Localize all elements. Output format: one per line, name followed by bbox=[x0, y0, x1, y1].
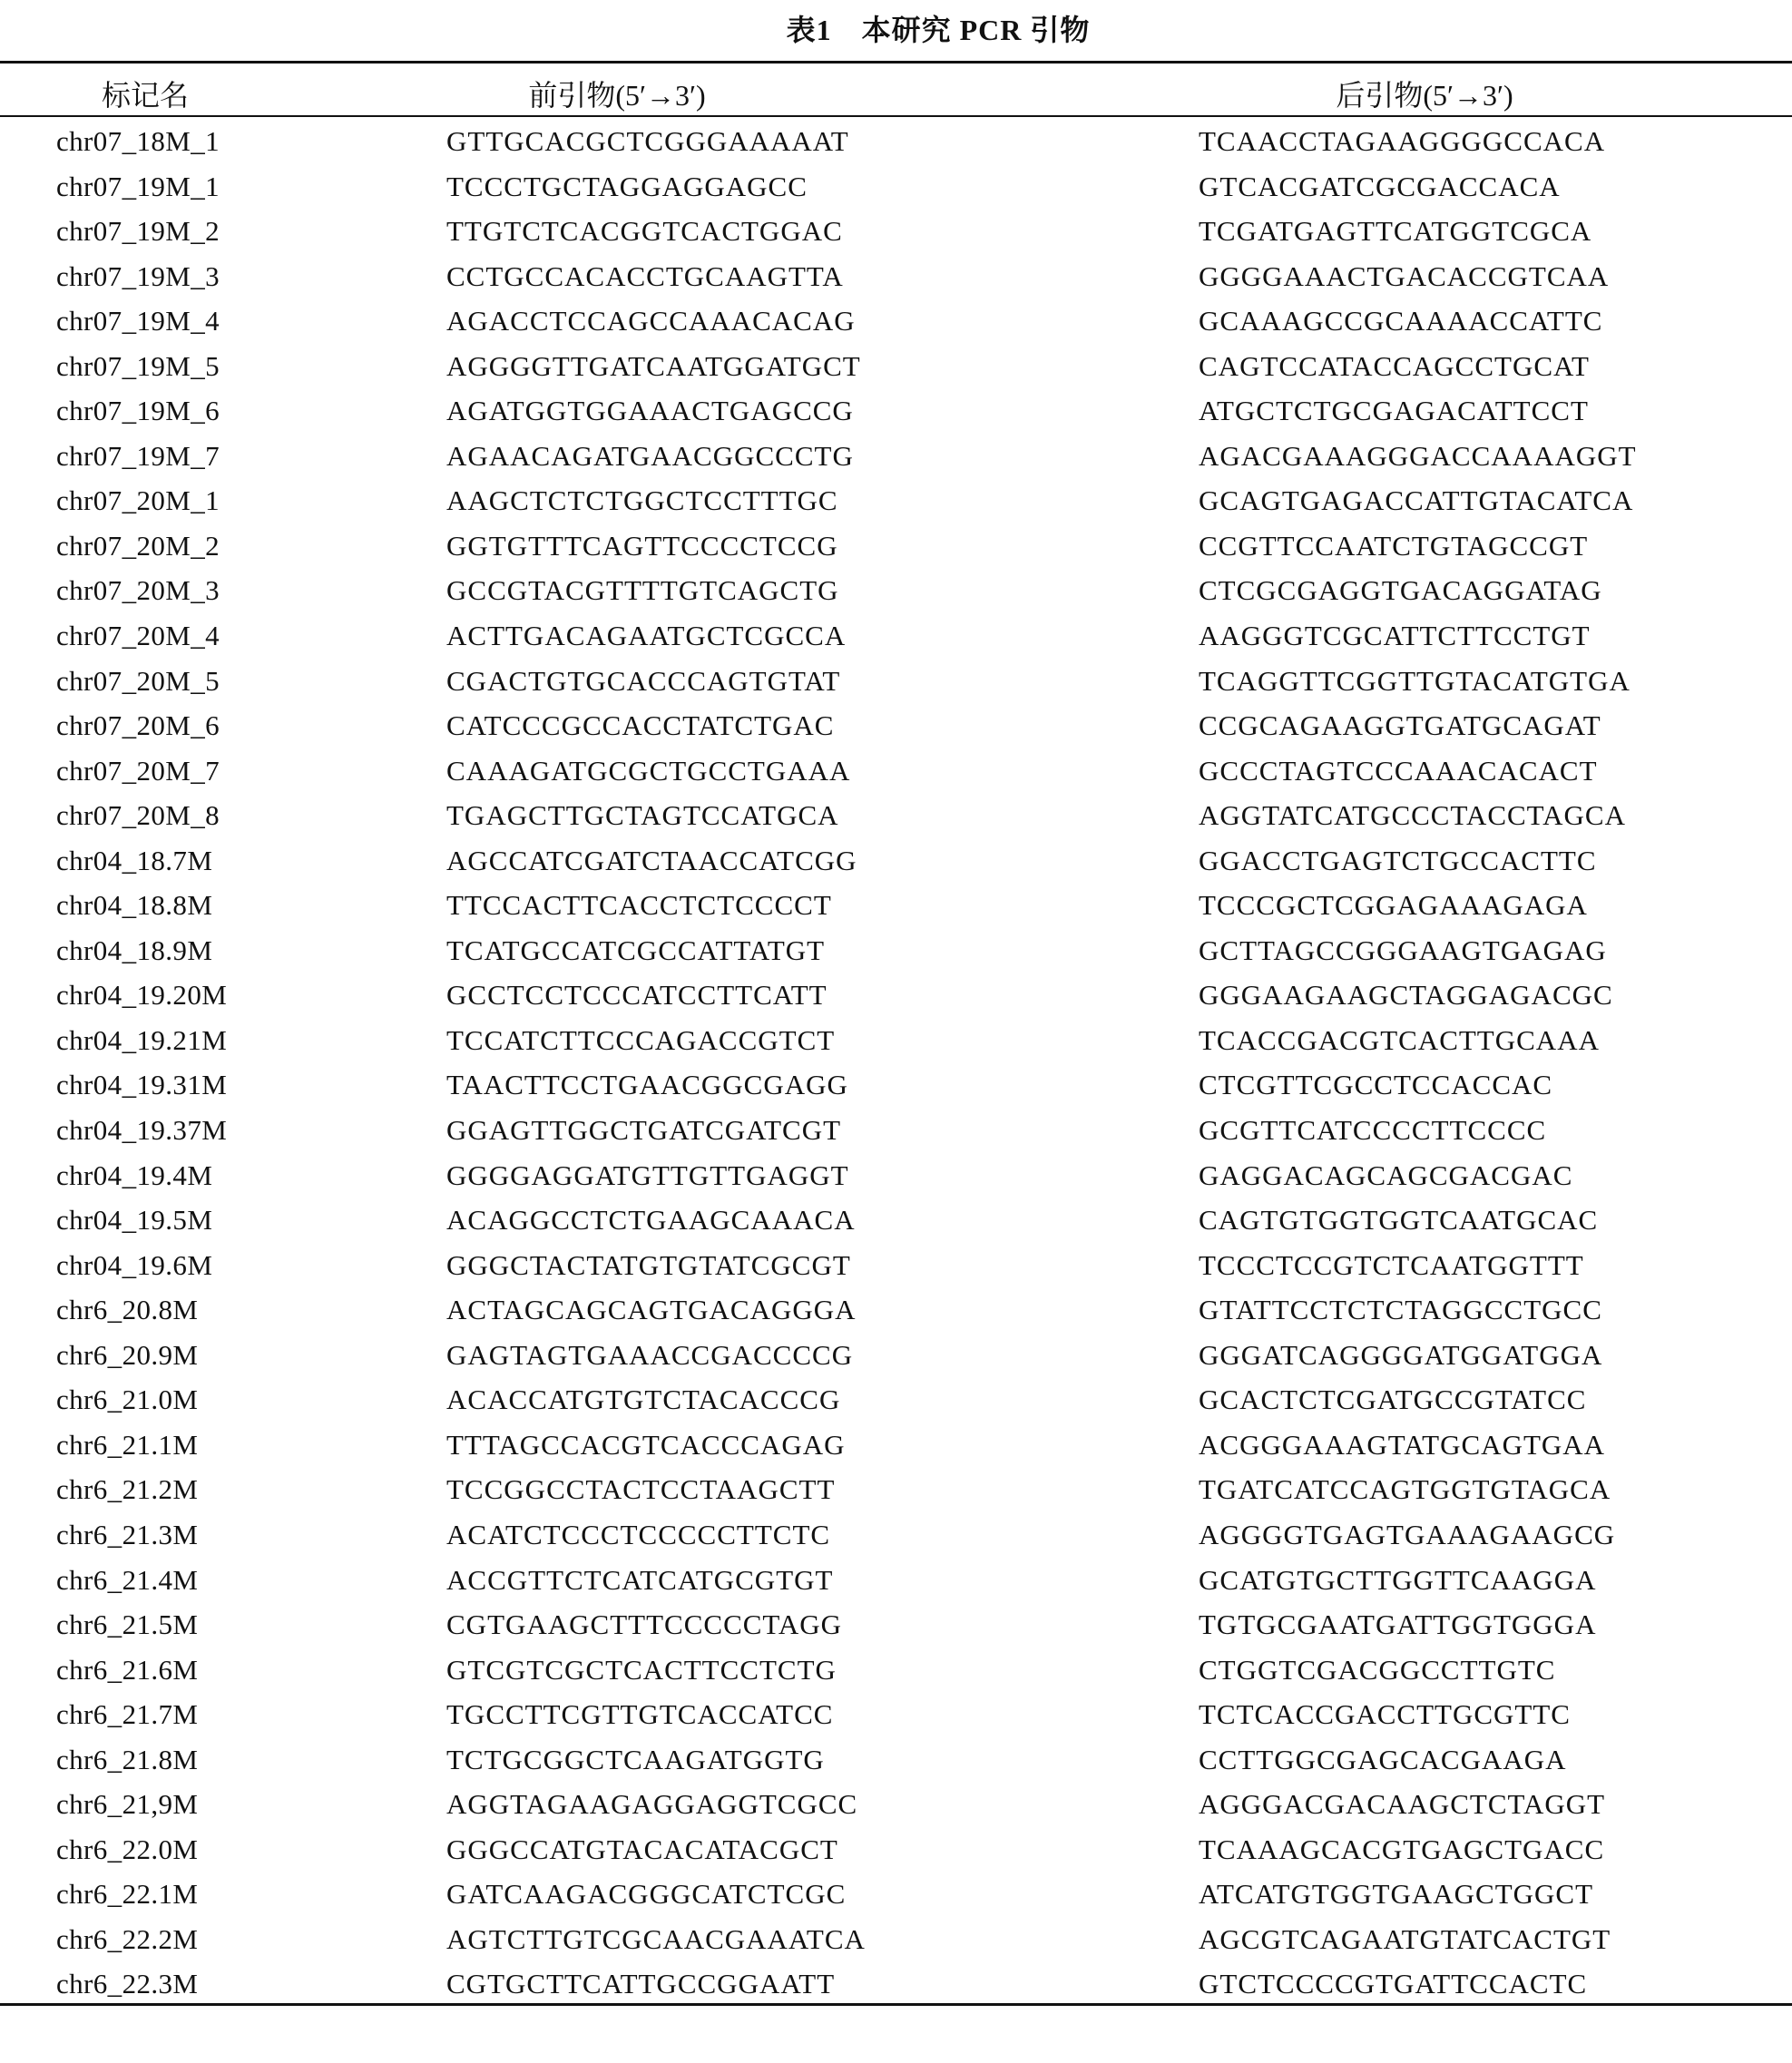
table-row bbox=[0, 122, 1792, 167]
forward-primer-cell: GAGTAGTGAAACCGACCCCG bbox=[446, 1338, 854, 1371]
table-top-rule bbox=[0, 61, 1792, 64]
table-row bbox=[0, 1200, 1792, 1246]
marker-name-cell: chr07_19M_3 bbox=[56, 259, 220, 292]
marker-name-cell: chr04_19.37M bbox=[56, 1114, 228, 1147]
marker-name-cell: chr6_21.4M bbox=[56, 1563, 199, 1596]
table-row bbox=[0, 436, 1792, 482]
reverse-primer-cell: GGGGAAACTGACACCGTCAA bbox=[1199, 259, 1610, 292]
forward-primer-cell: AGACCTCCAGCCAAACACAG bbox=[446, 305, 856, 337]
forward-primer-cell: TCCATCTTCCCAGACCGTCT bbox=[446, 1023, 836, 1056]
marker-name-cell: chr07_20M_3 bbox=[56, 574, 220, 607]
reverse-primer-cell: AGCGTCAGAATGTATCACTGT bbox=[1199, 1922, 1611, 1955]
forward-primer-cell: GGGGAGGATGTTGTTGAGGT bbox=[446, 1159, 849, 1191]
marker-name-cell: chr6_20.8M bbox=[56, 1294, 199, 1326]
forward-primer-cell: TCCCTGCTAGGAGGAGCC bbox=[446, 170, 808, 202]
table-row bbox=[0, 257, 1792, 302]
reverse-primer-cell: GCAGTGAGACCATTGTACATCA bbox=[1199, 484, 1634, 517]
forward-primer-cell: AGATGGTGGAAACTGAGCCG bbox=[446, 395, 854, 427]
marker-name-cell: chr07_20M_1 bbox=[56, 484, 220, 517]
forward-primer-cell: ACAGGCCTCTGAAGCAAACA bbox=[446, 1204, 856, 1237]
reverse-primer-cell: TCAAAGCACGTGAGCTGACC bbox=[1199, 1833, 1605, 1865]
table-row bbox=[0, 1874, 1792, 1920]
reverse-primer-cell: AGGGACGACAAGCTCTAGGT bbox=[1199, 1788, 1606, 1821]
reverse-primer-cell: TCAACCTAGAAGGGGCCACA bbox=[1199, 125, 1606, 157]
table-title: 表1 本研究 PCR 引物 bbox=[786, 14, 1091, 46]
reverse-primer-cell: TCCCGCTCGGAGAAAGAGA bbox=[1199, 889, 1588, 922]
marker-name-cell: chr6_22.0M bbox=[56, 1833, 199, 1865]
reverse-primer-cell: GGACCTGAGTCTGCCACTTC bbox=[1199, 844, 1597, 876]
forward-primer-cell: TCTGCGGCTCAAGATGGTG bbox=[446, 1743, 825, 1775]
forward-primer-cell: AAGCTCTCTGGCTCCTTTGC bbox=[446, 484, 838, 517]
marker-name-cell: chr07_20M_2 bbox=[56, 529, 220, 562]
marker-name-cell: chr6_21.3M bbox=[56, 1518, 199, 1550]
forward-primer-cell: AGGGGTTGATCAATGGATGCT bbox=[446, 349, 861, 382]
marker-name-cell: chr07_19M_7 bbox=[56, 439, 220, 472]
header-marker-name: 标记名 bbox=[101, 79, 189, 112]
marker-name-cell: chr07_19M_5 bbox=[56, 349, 220, 382]
marker-name-cell: chr04_19.21M bbox=[56, 1023, 228, 1056]
marker-name-cell: chr07_19M_4 bbox=[56, 305, 220, 337]
forward-primer-cell: ACATCTCCCTCCCCCTTCTC bbox=[446, 1518, 831, 1550]
table-row bbox=[0, 1380, 1792, 1425]
table-row bbox=[0, 167, 1792, 212]
header-reverse-primer: 后引物(5′→3′) bbox=[1336, 79, 1513, 112]
reverse-primer-cell: GCAAAGCCGCAAAACCATTC bbox=[1199, 305, 1603, 337]
table-row bbox=[0, 1335, 1792, 1381]
marker-name-cell: chr6_21,9M bbox=[56, 1788, 199, 1821]
forward-primer-cell: GTTGCACGCTCGGGAAAAAT bbox=[446, 125, 849, 157]
reverse-primer-cell: CCGTTCCAATCTGTAGCCGT bbox=[1199, 529, 1589, 562]
table-row bbox=[0, 391, 1792, 436]
marker-name-cell: chr6_22.2M bbox=[56, 1922, 199, 1955]
reverse-primer-cell: GGGAAGAAGCTAGGAGACGC bbox=[1199, 979, 1613, 1012]
forward-primer-cell: CGTGAAGCTTTCCCCCTAGG bbox=[446, 1608, 843, 1641]
reverse-primer-cell: GAGGACAGCAGCGACGAC bbox=[1199, 1159, 1573, 1191]
table-row bbox=[0, 751, 1792, 797]
table-row bbox=[0, 1830, 1792, 1875]
table-row bbox=[0, 1065, 1792, 1110]
marker-name-cell: chr07_20M_4 bbox=[56, 620, 220, 652]
marker-name-cell: chr6_21.8M bbox=[56, 1743, 199, 1775]
reverse-primer-cell: ACGGGAAAGTATGCAGTGAA bbox=[1199, 1428, 1606, 1461]
forward-primer-cell: GGAGTTGGCTGATCGATCGT bbox=[446, 1114, 842, 1147]
forward-primer-cell: GGGCTACTATGTGTATCGCGT bbox=[446, 1248, 851, 1281]
table-row bbox=[0, 885, 1792, 931]
marker-name-cell: chr04_18.7M bbox=[56, 844, 213, 876]
marker-name-cell: chr04_18.8M bbox=[56, 889, 213, 922]
forward-primer-cell: TGCCTTCGTTGTCACCATCC bbox=[446, 1698, 834, 1731]
marker-name-cell: chr04_18.9M bbox=[56, 934, 213, 966]
marker-name-cell: chr07_20M_7 bbox=[56, 754, 220, 787]
forward-primer-cell: ACTAGCAGCAGTGACAGGGA bbox=[446, 1294, 857, 1326]
reverse-primer-cell: CCGCAGAAGGTGATGCAGAT bbox=[1199, 709, 1601, 742]
marker-name-cell: chr07_19M_2 bbox=[56, 215, 220, 248]
forward-primer-cell: GTCGTCGCTCACTTCCTCTG bbox=[446, 1653, 837, 1686]
reverse-primer-cell: GCCCTAGTCCCAAACACACT bbox=[1199, 754, 1598, 787]
table-row bbox=[0, 526, 1792, 572]
table-row bbox=[0, 1920, 1792, 1965]
table-row bbox=[0, 1560, 1792, 1606]
marker-name-cell: chr6_20.9M bbox=[56, 1338, 199, 1371]
table-bottom-rule bbox=[0, 2003, 1792, 2006]
forward-primer-cell: ACTTGACAGAATGCTCGCCA bbox=[446, 620, 847, 652]
forward-primer-cell: GGGCCATGTACACATACGCT bbox=[446, 1833, 838, 1865]
table-row bbox=[0, 481, 1792, 526]
forward-primer-cell: TCCGGCCTACTCCTAAGCTT bbox=[446, 1473, 836, 1506]
reverse-primer-cell: AGGGGTGAGTGAAAGAAGCG bbox=[1199, 1518, 1616, 1550]
table-row bbox=[0, 1650, 1792, 1696]
marker-name-cell: chr07_19M_1 bbox=[56, 170, 220, 202]
table-row bbox=[0, 1740, 1792, 1785]
table-row bbox=[0, 1515, 1792, 1560]
forward-primer-cell: GGTGTTTCAGTTCCCCTCCG bbox=[446, 529, 838, 562]
table-row bbox=[0, 975, 1792, 1021]
marker-name-cell: chr04_19.20M bbox=[56, 979, 228, 1012]
reverse-primer-cell: CCTTGGCGAGCACGAAGA bbox=[1199, 1743, 1567, 1775]
table-header-rule bbox=[0, 115, 1792, 117]
marker-name-cell: chr04_19.31M bbox=[56, 1069, 228, 1101]
reverse-primer-cell: AGGTATCATGCCCTACCTAGCA bbox=[1199, 799, 1626, 832]
table-row bbox=[0, 1290, 1792, 1335]
forward-primer-cell: TAACTTCCTGAACGGCGAGG bbox=[446, 1069, 848, 1101]
reverse-primer-cell: TGATCATCCAGTGGTGTAGCA bbox=[1199, 1473, 1611, 1506]
marker-name-cell: chr04_19.4M bbox=[56, 1159, 213, 1191]
forward-primer-cell: CGTGCTTCATTGCCGGAATT bbox=[446, 1968, 836, 2000]
marker-name-cell: chr04_19.6M bbox=[56, 1248, 213, 1281]
table-row bbox=[0, 1156, 1792, 1201]
table-row bbox=[0, 1110, 1792, 1156]
forward-primer-cell: CCTGCCACACCTGCAAGTTA bbox=[446, 259, 844, 292]
marker-name-cell: chr07_20M_8 bbox=[56, 799, 220, 832]
forward-primer-cell: AGGTAGAAGAGGAGGTCGCC bbox=[446, 1788, 858, 1821]
forward-primer-cell: TTTAGCCACGTCACCCAGAG bbox=[446, 1428, 846, 1461]
reverse-primer-cell: CAGTCCATACCAGCCTGCAT bbox=[1199, 349, 1590, 382]
reverse-primer-cell: GCACTCTCGATGCCGTATCC bbox=[1199, 1383, 1587, 1416]
reverse-primer-cell: ATCATGTGGTGAAGCTGGCT bbox=[1199, 1878, 1594, 1911]
table-row bbox=[0, 1605, 1792, 1650]
table-row bbox=[0, 1021, 1792, 1066]
table-row bbox=[0, 301, 1792, 347]
forward-primer-cell: CAAAGATGCGCTGCCTGAAA bbox=[446, 754, 851, 787]
table-row bbox=[0, 1470, 1792, 1515]
table-row bbox=[0, 347, 1792, 392]
reverse-primer-cell: AAGGGTCGCATTCTTCCTGT bbox=[1199, 620, 1591, 652]
marker-name-cell: chr07_20M_5 bbox=[56, 664, 220, 697]
table-row bbox=[0, 841, 1792, 886]
marker-name-cell: chr6_22.3M bbox=[56, 1968, 199, 2000]
marker-name-cell: chr6_21.6M bbox=[56, 1653, 199, 1686]
reverse-primer-cell: CTGGTCGACGGCCTTGTC bbox=[1199, 1653, 1556, 1686]
marker-name-cell: chr6_21.7M bbox=[56, 1698, 199, 1731]
forward-primer-cell: TTGTCTCACGGTCACTGGAC bbox=[446, 215, 843, 248]
table-row bbox=[0, 1695, 1792, 1740]
reverse-primer-cell: TCCCTCCGTCTCAATGGTTT bbox=[1199, 1248, 1584, 1281]
reverse-primer-cell: GGGATCAGGGGATGGATGGA bbox=[1199, 1338, 1603, 1371]
marker-name-cell: chr6_22.1M bbox=[56, 1878, 199, 1911]
forward-primer-cell: CATCCCGCCACCTATCTGAC bbox=[446, 709, 835, 742]
marker-name-cell: chr07_18M_1 bbox=[56, 125, 220, 157]
forward-primer-cell: AGCCATCGATCTAACCATCGG bbox=[446, 844, 857, 876]
table-row bbox=[0, 796, 1792, 841]
table-row bbox=[0, 1425, 1792, 1471]
marker-name-cell: chr07_20M_6 bbox=[56, 709, 220, 742]
reverse-primer-cell: TCAGGTTCGGTTGTACATGTGA bbox=[1199, 664, 1630, 697]
forward-primer-cell: GCCGTACGTTTTGTCAGCTG bbox=[446, 574, 839, 607]
marker-name-cell: chr04_19.5M bbox=[56, 1204, 213, 1237]
reverse-primer-cell: CTCGCGAGGTGACAGGATAG bbox=[1199, 574, 1602, 607]
marker-name-cell: chr6_21.0M bbox=[56, 1383, 199, 1416]
table-row bbox=[0, 1246, 1792, 1291]
reverse-primer-cell: TGTGCGAATGATTGGTGGGA bbox=[1199, 1608, 1597, 1641]
forward-primer-cell: TTCCACTTCACCTCTCCCCT bbox=[446, 889, 832, 922]
reverse-primer-cell: TCGATGAGTTCATGGTCGCA bbox=[1199, 215, 1592, 248]
reverse-primer-cell: GCGTTCATCCCCTTCCCC bbox=[1199, 1114, 1547, 1147]
table-row bbox=[0, 661, 1792, 707]
header-forward-primer: 前引物(5′→3′) bbox=[528, 79, 706, 112]
reverse-primer-cell: GTATTCCTCTCTAGGCCTGCC bbox=[1199, 1294, 1602, 1326]
forward-primer-cell: CGACTGTGCACCCAGTGTAT bbox=[446, 664, 841, 697]
marker-name-cell: chr6_21.1M bbox=[56, 1428, 199, 1461]
reverse-primer-cell: GCTTAGCCGGGAAGTGAGAG bbox=[1199, 934, 1607, 966]
reverse-primer-cell: TCACCGACGTCACTTGCAAA bbox=[1199, 1023, 1600, 1056]
forward-primer-cell: GATCAAGACGGGCATCTCGC bbox=[446, 1878, 847, 1911]
reverse-primer-cell: ATGCTCTGCGAGACATTCCT bbox=[1199, 395, 1589, 427]
table-row bbox=[0, 571, 1792, 616]
reverse-primer-cell: GCATGTGCTTGGTTCAAGGA bbox=[1199, 1563, 1597, 1596]
table-row bbox=[0, 706, 1792, 751]
table-row bbox=[0, 1784, 1792, 1830]
reverse-primer-cell: CAGTGTGGTGGTCAATGCAC bbox=[1199, 1204, 1599, 1237]
forward-primer-cell: ACCGTTCTCATCATGCGTGT bbox=[446, 1563, 834, 1596]
forward-primer-cell: TCATGCCATCGCCATTATGT bbox=[446, 934, 826, 966]
reverse-primer-cell: AGACGAAAGGGACCAAAAGGT bbox=[1199, 439, 1637, 472]
reverse-primer-cell: GTCTCCCCGTGATTCCACTC bbox=[1199, 1968, 1588, 2000]
forward-primer-cell: TGAGCTTGCTAGTCCATGCA bbox=[446, 799, 839, 832]
marker-name-cell: chr6_21.2M bbox=[56, 1473, 199, 1506]
reverse-primer-cell: CTCGTTCGCCTCCACCAC bbox=[1199, 1069, 1553, 1101]
forward-primer-cell: ACACCATGTGTCTACACCCG bbox=[446, 1383, 841, 1416]
forward-primer-cell: AGAACAGATGAACGGCCCTG bbox=[446, 439, 854, 472]
table-body bbox=[0, 122, 1792, 2009]
forward-primer-cell: GCCTCCTCCCATCCTTCATT bbox=[446, 979, 827, 1012]
table-header-row bbox=[0, 65, 1792, 114]
table-row bbox=[0, 931, 1792, 976]
reverse-primer-cell: GTCACGATCGCGACCACA bbox=[1199, 170, 1561, 202]
marker-name-cell: chr6_21.5M bbox=[56, 1608, 199, 1641]
table-row bbox=[0, 211, 1792, 257]
forward-primer-cell: AGTCTTGTCGCAACGAAATCA bbox=[446, 1922, 866, 1955]
table-row bbox=[0, 616, 1792, 661]
marker-name-cell: chr07_19M_6 bbox=[56, 395, 220, 427]
reverse-primer-cell: TCTCACCGACCTTGCGTTC bbox=[1199, 1698, 1571, 1731]
